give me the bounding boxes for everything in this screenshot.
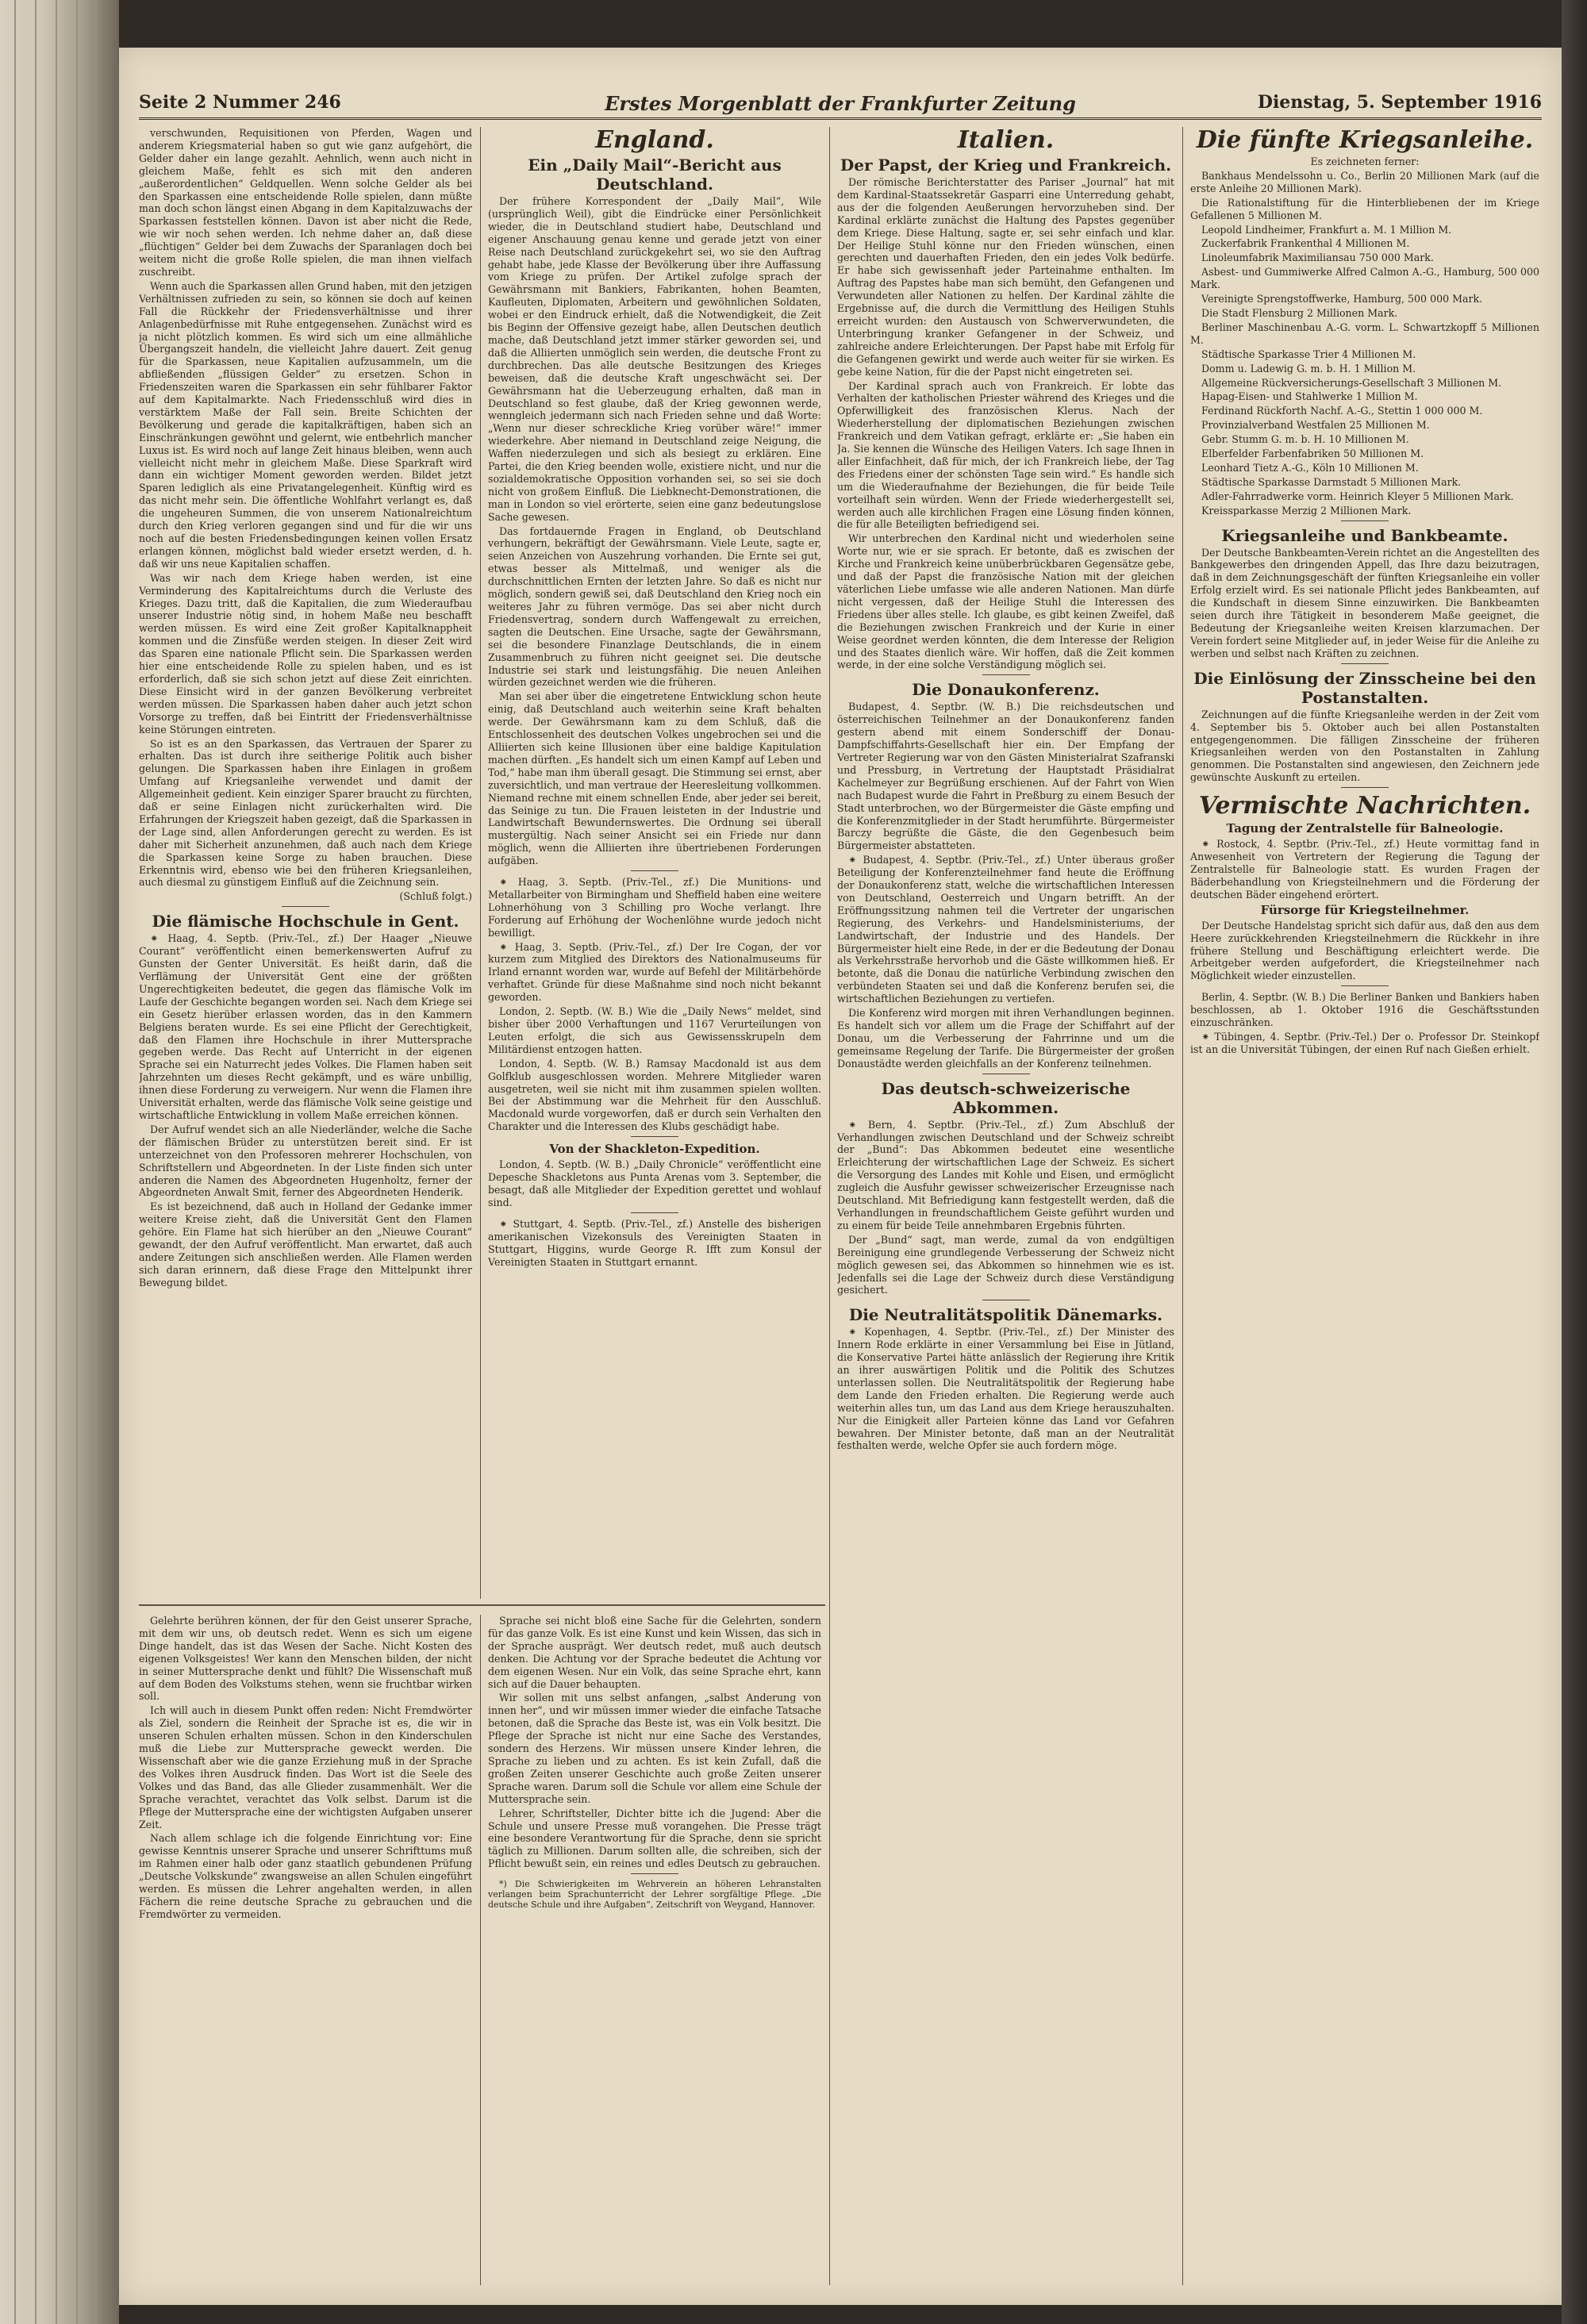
article-text: Der „Bund“ sagt, man werde, zumal da von endgültigen Bereinigung eine grundlegende Verbesserung der Schweiz nicht möglich gewesen sei, das Abkommen so hinnehmen wie es ist. Jedenfalls sei die Lage der Schweiz durch diese Verständigung gesichert. — [837, 1233, 1174, 1296]
page-number: Seite 2 Nummer 246 — [139, 92, 341, 113]
feuilleton-column-2 — [488, 1615, 821, 2285]
subscription-entry: Leopold Lindheimer, Frankfurt a. M. 1 Million M. — [1201, 223, 1452, 236]
article-text: Wir unterbrechen den Kardinal nicht und wiederholen seine Worte nur, wie er sie sprach. Er betonte, daß es zwischen der Kirche und Frankreich keine unüberbrückbaren Gegensätze gebe, und daß der Papst die französische Nation mit der gleichen väterlichen Liebe umfasse wie alle anderen Nationen. Man dürfe nicht vergessen, daß der Heilige Stuhl die Interessen des Friedens über alles stelle. Ich glaube, es gibt keinen Zweifel, daß die Beziehungen zwischen Frankreich und der Kurie in einer Weise geordnet werden könnten, die dem Interesse der Religion und des Staates dienlich wäre. Wir hoffen, daß die Zeit kommen werde, in der eine solche Verständigung möglich sei. — [837, 532, 1174, 671]
subscription-entry: Vereinigte Sprengstoffwerke, Hamburg, 500 000 Mark. — [1201, 293, 1483, 305]
article-text: London, 4. Septb. (W. B.) Ramsay Macdonald ist aus dem Golfklub ausgeschlossen worden. Mehrere Mitglieder waren ausgetreten, weil sie nicht mit ihm zusammen spielen wollten. Bei der Abstimmung war die Mehrheit für den Ausschluß. Macdonald wurde vorgeworfen, daß er durch sein Verhalten den Charakter und die Interessen des Klubs geschädigt habe. — [488, 1057, 821, 1133]
divider — [631, 1212, 678, 1213]
headline: Die Neutralitätspolitik Dänemarks. — [848, 1305, 1163, 1325]
article-text: Wir sollen mit uns selbst anfangen, „salbst Anderung von innen her“, und wir müssen immer wieder die einfache Tatsache betonen, daß die Sprache das Beste ist, was ein Volk besitzt. Die Pflege der Sprache ist nicht nur eine Sache des Verstandes, sondern des Herzens. Wir müssen unsere Kinder lehren, die Sprache zu lieben und zu achten. Es ist kein Zufall, daß die großen Zeiten unserer Geschichte auch große Zeiten unserer Sprache waren. Darum soll die Schule vor allem eine Schule der Muttersprache sein. — [488, 1692, 821, 1805]
subscription-entry: Leonhard Tietz A.-G., Köln 10 Millionen M. — [1201, 461, 1419, 474]
article-text: London, 2. Septb. (W. B.) Wie die „Daily News“ meldet, sind bisher über 2000 Verhaftungen und 1167 Verurteilungen von Leuten erfolgt, die sich aus Gewissensskrupeln dem Militärdienst entzogen hatten. — [488, 1005, 821, 1055]
headline: Die flämische Hochschule in Gent. — [152, 912, 459, 932]
divider — [282, 906, 329, 907]
subscription-entry: Hapag-Eisen- und Stahlwerke 1 Million M. — [1201, 390, 1418, 403]
article-text: Nach allem schlage ich die folgende Einrichtung vor: Eine gewisse Kenntnis unserer Sprache und unserer Schrifttums muß im Rahmen einer halb oder ganz staatlich gebundenen Prüfung „Deutsche Volkskunde“ zwangsweise an allen Schulen eingeführt werden. Es müssen die Lehrer angehalten werden, in allen Fächern die reine deutsche Sprache zu gebrauchen und die Fremdwörter zu vermeiden. — [139, 1832, 472, 1920]
article-text: Berlin, 4. Septbr. (W. B.) Die Berliner Banken und Bankiers haben beschlossen, ab 1. Oktober 1916 die Geschäftsstunden einzuschränken. — [1190, 991, 1539, 1029]
subscription-entry: Elberfelder Farbenfabriken 50 Millionen M. — [1201, 448, 1424, 460]
article-text: Man sei aber über die eingetretene Entwicklung schon heute einig, daß Deutschland auch weiterhin seine Kraft behalten werde. Der Gewährsmann kam zu dem Schluß, daß die Entschlossenheit des deutschen Volkes ungebrochen sei und die Alliierten sich keine Illusionen über eine baldige Kapitulation machen dürften. „Es handelt sich um einen Kampf auf Leben und Tod,“ habe man ihm überall gesagt. Die Stimmung sei ernst, aber zuversichtlich, und man vertraue der Heeresleitung vollkommen. Niemand rechne mit einem schnellen Ende, aber jeder sei bereit, das Seinige zu tun. Die Frauen leisteten in der Industrie und Landwirtschaft Bewundernswertes. Die Ordnung sei überall mustergültig. Nach seiner Ansicht sei ein Friede nur dann möglich, wenn die Alliierten ihre übertriebenen Forderungen aufgäben. — [488, 690, 821, 867]
divider — [1341, 663, 1389, 664]
subscription-entry: Berliner Maschinenbau A.-G. vorm. L. Schwartzkopff 5 Millionen M. — [1190, 321, 1539, 346]
column-2 — [488, 127, 821, 1599]
article-text: Es ist bezeichnend, daß auch in Holland der Gedanke immer weitere Kreise zieht, daß die Universität Gent den Flamen gehöre. Ein Flame hat sich hierüber an den „Nieuwe Courant“ gewandt, der den Aufruf veröffentlicht. Man erwartet, daß auch andere Zeitungen sich anschließen werden. Alle Flamen werden sich daran erinnern, daß diese Frage den Mittelpunkt ihrer Bewegung bildet. — [139, 1200, 472, 1289]
article-text: ⁕ Tübingen, 4. Septbr. (Priv.-Tel.) Der o. Professor Dr. Steinkopf ist an die Universität Tübingen, der einen Ruf nach Gießen erhielt. — [1190, 1030, 1539, 1055]
divider — [631, 870, 678, 871]
divider — [631, 1873, 678, 1874]
subscription-entry: Die Stadt Flensburg 2 Millionen Mark. — [1201, 306, 1398, 319]
article-text: Sprache sei nicht bloß eine Sache für die Gelehrten, sondern für das ganze Volk. Es ist eine Kunst und kein Wissen, das sich in der Sprache ausprägt. Wer deutsch redet, muß auch deutsch denken. Die Achtung vor der Sprache bedeutet die Achtung vor dem eigenen Wesen. Nur ein Volk, das seine Sprache ehrt, kann sich auf die Dauer behaupten. — [488, 1615, 821, 1690]
article-text: London, 4. Septb. (W. B.) „Daily Chronicle“ veröffentlicht eine Depesche Shackletons aus Punta Arenas vom 3. September, die besagt, daß alle Mitglieder der Expedition gerettet und wohlauf sind. — [488, 1158, 821, 1208]
article-text: Ich will auch in diesem Punkt offen reden: Nicht Fremdwörter als Ziel, sondern die Reinheit der Sprache ist es, die wir in unseren Schulen erhalten müssen. Schon in den Kinderschulen muß die Liebe zur Muttersprache geweckt werden. Die Wissenschaft aber wie die ganze Erziehung muß in der Sprache des Volkes ihren Ausdruck finden. Das Wort ist die Seele des Volkes und das Band, das alle Glieder zusammenhält. Wer die Sprache verachtet, verachtet das Volk selbst. Darum ist die Pflege der Muttersprache eine der wichtigsten Aufgaben unserer Zeit. — [139, 1704, 472, 1830]
article-text: ⁕ Kopenhagen, 4. Septbr. (Priv.-Tel., zf.) Der Minister des Innern Rode erklärte in einer Versammlung bei Eise in Jütland, die Konservative Partei hätte anlässlich der Regierung ihre Kritik an ihrer auswärtigen Politik und die Politik des Schutzes unterlassen sollen. Die Neutralitätspolitik der Regierung habe dem Lande den Frieden erhalten. Die Regierung werde auch weiterhin alles tun, um das Land aus dem Kriege herauszuhalten. Nur die Einigkeit aller Parteien könne das Land vor Gefahren bewahren. Der Minister betonte, daß man an der Neutralität festhalten werde, welche Opfer sie auch fordern möge. — [837, 1326, 1174, 1452]
continuation-note: (Schluß folgt.) — [399, 890, 472, 903]
article-text: Lehrer, Schriftsteller, Dichter bitte ich die Jugend: Aber die Schule und unsere Presse muß vorangehen. Die Presse trägt eine besondere Verantwortung für die Sprache, denn sie spricht täglich zu Millionen. Darum sollten alle, die schreiben, sich der Pflicht bewußt sein, ein reines und edles Deutsch zu gebrauchen. — [488, 1807, 821, 1870]
article-text: Der Kardinal sprach auch von Frankreich. Er lobte das Verhalten der katholischen Priester während des Krieges und die Opferwilligkeit des französischen Klerus. Nach der Wiederherstellung der diplomatischen Beziehungen zwischen Frankreich und dem Vatikan gefragt, erklärte er: „Sie haben ein Ja. Sie kennen die Wünsche des Heiligen Vaters. Ich sage Ihnen in aller Einfachheit, daß für mich, der ich Frankreich liebe, der Tag des Friedens einer der schönsten Tage sein wird.“ Es handle sich um die Wiederaufnahme der Beziehungen, die für beide Teile vorteilhaft sein würden. Wenn der Friede wiederhergestellt sei, werden auch alle kirchlichen Fragen eine Lösung finden können, die für alle Beteiligten befriedigend sei. — [837, 379, 1174, 531]
subscription-entry: Ferdinand Rückforth Nachf. A.-G., Stettin 1 000 000 M. — [1201, 405, 1483, 417]
article-text: ⁕ Haag, 3. Septb. (Priv.-Tel., zf.) Die Munitions- und Metallarbeiter von Birmingham und Sheffield haben eine weitere Lohnerhöhung von 3 Schilling pro Woche verlangt. Ihre Forderung auf Erhöhung der Wochenlöhne wurde jedoch nicht bewilligt. — [488, 876, 821, 939]
article-text: Der Aufruf wendet sich an alle Niederländer, welche die Sache der flämischen Brüder zu unterstützen bereit sind. Er ist unterzeichnet von den Professoren mehrerer Hochschulen, von Schriftstellern und Abgeordneten. In der Liste finden sich unter anderen die Namen des Abgeordneten Hugenholtz, ferner der Abgeordneten Anwalt Smit, ferner des Abgeordneten Henderik. — [139, 1123, 472, 1199]
subscription-entry: Städtische Sparkasse Trier 4 Millionen M. — [1201, 348, 1416, 360]
article-text: Budapest, 4. Septbr. (W. B.) Die reichsdeutschen und österreichischen Teilnehmer an der Donaukonferenz fanden gestern abend mit einem Sonderschiff der Donau-Dampfschiffahrts-Gesellschaft hier ein. Der Empfang der Vertreter Regierung war von den Gästen Ministerialrat Szafranski und Pressburg, in Vertretung der Hauptstadt Präsidialrat Kachelmeyer zur Begrüßung erschienen. Auf der Fahrt von Wien nach Budapest wurde die Fahrt in Preßburg zu einem Besuch der Stadt unterbrochen, wo der Bürgermeister die Gäste empfing und die Konferenzmitglieder in der Stadt herumführte. Bürgermeister Barczy begrüßte die Gäste, die den Gegenbesuch beim Bürgermeister abstatteten. — [837, 701, 1174, 852]
column-4 — [1190, 127, 1539, 2285]
newspaper-title: Erstes Morgenblatt der Frankfurter Zeitung — [605, 92, 1076, 115]
section-heading: Die fünfte Kriegsanleihe. — [1196, 127, 1534, 154]
divider — [1341, 787, 1389, 788]
article-text: Der frühere Korrespondent der „Daily Mail“, Wile (ursprünglich Weil), gibt die Eindrücke einer Persönlichkeit wieder, die in Deutschland studiert habe, Deutschland und eigener Anschauung genau kenne und gerade jetzt von einer Reise nach Deutschland zurückgekehrt sei, wo sie den Auftrag gehabt habe, jede Klasse der Bevölkerung über ihre Auffassung vom Kriege zu prüfen. Der Artikel zufolge sprach der Gewährsmann mit Bankiers, Fabrikanten, hohen Beamten, Kaufleuten, Diplomaten, Arbeitern und gewöhnlichen Soldaten, wobei er den Eindruck erhielt, daß die Notwendigkeit, die Zeit bis Beginn der Offensive gezeigt habe, allen Deutschen deutlich mache, daß Deutschland jetzt immer stärker geworden sei, und daß die Alliierten unmöglich sein werden, die deutsche Front zu durchbrechen. Das alle deutsche Besitzungen des Krieges beweisen, daß die deutsche Kraft ungeschwächt sei. Der Gewährsmann hat die Ueberzeugung erhalten, daß man in Deutschland so fest glaube, daß der Krieg gewonnen werde, wenngleich jedermann sich nach Frieden sehne und daß Worte: „Wenn nur dieser schreckliche Krieg vorüber wäre!“ immer wiederkehre. Aber niemand in Deutschland zeige Neigung, die Waffen niederzulegen und sich als besiegt zu erklären. Eine Partei, die den Krieg beenden wolle, existiere nicht, und nur die sozialdemokratische Opposition vorhanden sei, so sei sie doch nicht von großem Einfluß. Die Liebknecht-Demonstrationen, die man in London so viel erörterte, seien eine ganz bedeutungslose Sache gewesen. — [488, 195, 821, 523]
article-text: Wenn auch die Sparkassen allen Grund haben, mit den jetzigen Verhältnissen zufrieden zu sein, so können sie doch auf keinen Fall die Rückkehr der Friedensverhältnisse und ihrer Anlagenbedürfnisse mit Ruhe entgegensehen. Zunächst wird es ja nicht plötzlich kommen. Es wird sich um eine allmähliche Übergangszeit handeln, die vielleicht Jahre dauert. Zeit genug für die Sparkassen, neue Kapitalien aufzusammeln, um die abfließenden „flüssigen Gelder“ zu ersetzen. Schon in Friedenszeiten waren die Sparkassen ein sehr fühlbarer Faktor auf dem Kapitalmarkte. Nach Friedensschluß wird dies in verstärktem Maße der Fall sein. Breite Schichten der Bevölkerung und gerade die kapitalkräftigen, haben sich an Einschränkungen gewöhnt und gelernt, wie entbehrlich mancher Luxus ist. Es wird noch auf lange Zeit hinaus bleiben, wenn auch vielleicht nicht mehr in gleichem Maße. Diese Sparkraft wird dann ein wichtiger Moment geworden werden. Bildet jetzt Sparen lediglich als eine Privatangelegenheit. Künftig wird es das nicht mehr sein. Die öffentliche Wohlfahrt verlangt es, daß die ungeheuren Summen, die von unserem Nationalreichtum durch den Krieg verloren gegangen sind und für die wir uns noch auf die besten Friedensbedingungen keinen vollen Ersatz erlangen können, möglichst bald wieder ersetzt werden, d. h. daß wir uns neue Kapitalien schaffen. — [139, 279, 472, 570]
footnote: *) Die Schwierigkeiten im Wehrverein an höheren Lehranstalten verlangen beim Sprachunterricht der Lehrer sorgfältige Pflege. „Die deutsche Schule und ihre Aufgaben“, Zeitschrift von Weygand, Hannover. — [488, 1879, 821, 1911]
feuilleton-rule — [139, 1604, 825, 1606]
headline: Die Donaukonferenz. — [912, 680, 1100, 700]
article-text: Der römische Berichterstatter des Pariser „Journal“ hat mit dem Kardinal-Staatssekretär Gasparri eine Unterredung gehabt, aus der die folgenden Aeußerungen hervorzuheben sind. Der Kardinal erklärte zunächst die Haltung des Papstes gegenüber dem Kriege. Diese Haltung, sagte er, sei sehr einfach und klar. Der Heilige Stuhl könne nur den Frieden wünschen, einen gerechten und dauerhaften Frieden, den ein jedes Volk bedürfe. Er habe sich gewissenhaft jeder Parteinahme enthalten. Im Auftrag des Papstes habe man sich bemüht, den Gefangenen und Verwundeten aller Nationen zu helfen. Der Kardinal zählte die Ergebnisse auf, die durch die Vermittlung des Heiligen Stuhls erreicht wurden: den Austausch von Schwerverwundeten, die Unterbringung kranker Gefangener in der Schweiz, und zahlreiche andere Erleichterungen. Der Papst habe mit Erfolg für die Gefangenen gewirkt und werde auch weiter für sie wirken. Es gebe keine Nation, für die der Papst nicht eingetreten sei. — [837, 176, 1174, 378]
section-heading: Italien. — [957, 127, 1055, 154]
section-heading: Vermischte Nachrichten. — [1198, 792, 1531, 820]
subscription-entry: Allgemeine Rückversicherungs-Gesellschaft 3 Millionen M. — [1201, 376, 1502, 389]
subscription-entry: Städtische Sparkasse Darmstadt 5 Millionen Mark. — [1201, 475, 1462, 488]
column-rule — [480, 1615, 481, 2285]
headline: Das deutsch-schweizerische Abkommen. — [881, 1078, 1131, 1117]
section-heading: England. — [595, 127, 714, 154]
article-text: Das fortdauernde Fragen in England, ob Deutschland verhungern, bekräftigt der Gewährsmann. Viele Leute, sagte er, seien Anzeichen von Auszehrung vorhanden. Die Ernte sei gut, etwas besser als Mittelmaß, und weniger als die durchschnittlichen Ernten der letzten Jahre. So daß es nicht nur möglich, sondern gewiß sei, daß Deutschland den Krieg noch ein weiteres Jahr zu führen vermöge. Das sei aber nicht durch Friedensvertrag, sondern durch Waffengewalt zu erreichen, sagten die Deutschen. Eine Ursache, sagte der Gewährsmann, sei die besondere Finanzlage Deutschlands, die in einem Zusammenbruch zu führen nicht geeignet sei. Die deutsche Industrie sei stark und leistungsfähig. Die neuen Anleihen würden gezeichnet werden wie die früheren. — [488, 524, 821, 689]
subscription-entry: Adler-Fahrradwerke vorm. Heinrich Kleyer 5 Millionen Mark. — [1201, 490, 1514, 502]
issue-date: Dienstag, 5. September 1916 — [1257, 92, 1542, 113]
column-rule — [829, 127, 830, 2285]
article-text: ⁕ Bern, 4. Septbr. (Priv.-Tel., zf.) Zum Abschluß der Verhandlungen zwischen Deutschland und der Schweiz schreibt der „Bund“: Das Abkommen bedeutet eine wesentliche Erleichterung der wirtschaftlichen Lage der Schweiz. Es sichert die Versorgung des Landes mit Kohle und Eisen, und ermöglicht zugleich die Ausfuhr gewisser schweizerischer Erzeugnisse nach Deutschland. Mit Befriedigung kann festgestellt werden, daß die Verhandlungen in freundschaftlichem Geiste geführt wurden und zu einem für beide Teile annehmbaren Ergebnis führten. — [837, 1118, 1174, 1231]
subscription-entry: Provinzialverband Westfalen 25 Millionen M. — [1201, 419, 1430, 432]
column-rule — [1182, 127, 1183, 2285]
article-text: Was wir nach dem Kriege haben werden, ist eine Verminderung des Kapitalreichtums durch die Verluste des Krieges. Dazu tritt, daß die Kapitalien, die zum Wiederaufbau unserer Industrie nötig sind, in hohem Maße neu beschafft werden müssen. Es wird eine Zeit großer Kapitalknappheit kommen und die Zinsfüße werden steigen. In dieser Zeit wird das Sparen eine nationale Pflicht sein. Die Sparkassen werden hier eine entscheidende Rolle zu spielen haben, und es ist erforderlich, daß sie sich schon jetzt auf diese Zeit einrichten. Diese Einsicht wird in der ganzen Bevölkerung verbreitet werden müssen. Die Sparkassen haben daher auch jetzt schon Vorsorge zu treffen, daß bei Eintritt der Friedensverhältnisse keine Störungen eintreten. — [139, 571, 472, 736]
article-text: ⁕ Rostock, 4. Septbr. (Priv.-Tel., zf.) Heute vormittag fand in Anwesenheit von Vertretern der Regierung die Tagung der Zentralstelle für Balneologie statt. Es wurden Fragen der Bäderbehandlung von Kriegsteilnehmern und die Förderung der deutschen Bäder eingehend erörtert. — [1190, 838, 1539, 901]
article-text: Die Konferenz wird morgen mit ihren Verhandlungen beginnen. Es handelt sich vor allem um die Frage der Schiffahrt auf der Donau, um die Verbesserung der Fahrrinne und um die gemeinsame Regelung der Tarife. Die Bürgermeister der großen Donaustädte werden gleichfalls an der Konferenz teilnehmen. — [837, 1007, 1174, 1070]
headline: Von der Shackleton-Expedition. — [549, 1142, 760, 1157]
column-3 — [837, 127, 1174, 2285]
headline: Die Einlösung der Zinsscheine bei den Postanstalten. — [1193, 668, 1536, 707]
page-edge — [1562, 0, 1587, 2324]
article-text: So ist es an den Sparkassen, das Vertrauen der Sparer zu erhalten. Das ist durch ihre seitherige Politik auch bisher gelungen. Die Sparkassen haben ihre Einlagen in großem Umfang auf Kriegsanleihe verwendet und damit der Allgemeinheit gedient. Kein einziger Sparer braucht zu fürchten, daß er seine Einlagen nicht zurückerhalten wird. Die Erfahrungen der Kriegszeit haben gezeigt, daß die Sparkassen in der Lage sind, allen Anforderungen gerecht zu werden. Es ist daher mit Sicherheit anzunehmen, daß auch nach dem Kriege die Sparkassen keine Sorge zu haben brauchen. Diese Erkenntnis wird, ebenso wie bei den früheren Kriegsanleihen, auch diesmal zu günstigem Einfluß auf die Zeichnung sein. — [139, 737, 472, 889]
article-text: ⁕ Haag, 3. Septb. (Priv.-Tel., zf.) Der Ire Cogan, der vor kurzem zum Mitglied des Direktors des Nationalmuseums für Irland ernannt worden war, wurde auf Befehl der Militärbehörde verhaftet. Gründe für diese Maßnahme sind noch nicht bekannt geworden. — [488, 940, 821, 1004]
subscription-entry: Die Rationalstiftung für die Hinterbliebenen der im Kriege Gefallenen 5 Millionen M. — [1190, 196, 1539, 221]
article-text: Der Deutsche Bankbeamten-Verein richtet an die Angestellten des Bankgewerbes den dringenden Appell, das Ihre dazu beizutragen, daß in dem Zeichnungsgeschäft der fünften Kriegsanleihe ein voller Erfolg erzielt wird. Es sei nationale Pflicht jedes Bankbeamten, auf die Kundschaft in diesem Sinne einzuwirken. Die Bankbeamten seien durch ihre Tätigkeit in besonderem Maße geeignet, die Bedeutung der Kriegsanleihe weiten Kreisen klarzumachen. Der Verein fordert seine Mitglieder auf, in jeder Weise für die Anleihe zu werben und selbst nach Kräften zu zeichnen. — [1190, 546, 1539, 659]
article-text: ⁕ Haag, 4. Septb. (Priv.-Tel., zf.) Der Haager „Nieuwe Courant“ veröffentlicht einen bemerkenswerten Aufruf zu Gunsten der Genter Universität. Es heißt darin, daß die Verflämung der Universität Gent eine der größten Ungerechtigkeiten bedeutet, die gegen das flämische Volk im Laufe der Geschichte begangen worden sei. Nach dem Kriege sei ein Gesetz hierüber erlassen worden, das in den Kammern Belgiens beraten wurde. Es sei eine Pflicht der Gerechtigkeit, daß den Flamen ihre Hochschule in ihrer Muttersprache gegeben werde. Das Recht auf Unterricht in der eigenen Sprache sei ein Naturrecht jedes Volkes. Die Flamen haben seit Jahrzehnten um dieses Recht gekämpft, und es wäre unbillig, ihnen diese Forderung zu verweigern. Nur wenn die Flamen ihre Universität erhalten, werde das flämische Volk seine geistige und wirtschaftliche Entwicklung in vollem Maße erreichen können. — [139, 932, 472, 1121]
divider — [982, 674, 1030, 675]
feuilleton-column-1 — [139, 1615, 472, 2285]
divider — [1341, 985, 1389, 986]
divider — [631, 1136, 678, 1137]
divider — [1341, 520, 1389, 521]
headline: Fürsorge für Kriegsteilnehmer. — [1260, 902, 1470, 917]
subscription-entry: Zuckerfabrik Frankenthal 4 Millionen M. — [1201, 237, 1410, 250]
subscription-entry: Gebr. Stumm G. m. b. H. 10 Millionen M. — [1201, 433, 1409, 446]
headline: Ein „Daily Mail“-Bericht aus Deutschland. — [528, 156, 782, 194]
column-1 — [139, 127, 472, 1599]
article-text: verschwunden, Requisitionen von Pferden, Wagen und anderem Kriegsmaterial haben so gut wie ganz aufgehört, die Gelder daher ein lange gezahlt. Aehnlich, wenn auch nicht in gleichem Maße, fehlt es sich mit den anderen „außerordentlichen“ Geldquellen. Wenn solche Gelder als bei den Sparkassen eine entscheidende Rolle spielen, dann müßte man doch schon längst einen Abgang in dem Kapitalzuwachs der Sparkassen feststellen können. Davon ist aber nicht die Rede, wie wir noch sehen werden. Ich nehme daher an, daß diese „flüchtigen“ Gelder bei dem Zuwachs der Sparanlagen doch bei weitem nicht die große Rolle spielen, die man ihnen vielfach zuschreibt. — [139, 127, 472, 278]
subscription-entry: Asbest- und Gummiwerke Alfred Calmon A.-G., Hamburg, 500 000 Mark. — [1190, 266, 1539, 291]
headline: Kriegsanleihe und Bankbeamte. — [1221, 525, 1508, 545]
article-text: ⁕ Stuttgart, 4. Septb. (Priv.-Tel., zf.) Anstelle des bisherigen amerikanischen Vizekonsuls des Vereinigten Staaten in Stuttgart, Higgins, wurde George R. Ifft zum Konsul der Vereinigten Staaten in Stuttgart ernannt. — [488, 1217, 821, 1268]
headline: Tagung der Zentralstelle für Balneologie. — [1226, 821, 1504, 836]
article-text: Der Deutsche Handelstag spricht sich dafür aus, daß den aus dem Heere zurückkehrenden Kriegsteilnehmern die Rückkehr in ihre frühere Stellung und Beschäftigung erleichtert werde. Die Arbeitgeber werden aufgefordert, die Kriegsteilnehmer nach Möglichkeit wieder einzustellen. — [1190, 919, 1539, 982]
subscription-entry: Linoleumfabrik Maximiliansau 750 000 Mark. — [1201, 252, 1434, 264]
headline: Der Papst, der Krieg und Frankreich. — [840, 156, 1172, 175]
subscription-entry: Bankhaus Mendelssohn u. Co., Berlin 20 Millionen Mark (auf die erste Anleihe 20 Millionen Mark). — [1190, 169, 1539, 194]
article-text: ⁕ Budapest, 4. Septbr. (Priv.-Tel., zf.) Unter überaus großer Beteiligung der Konferenzteilnehmer fand heute die Eröffnung der Donaukonferenz statt, welche die wirtschaftlichen Interessen von Deutschland, Oesterreich und Ungarn betrifft. An der Eröffnungssitzung nahmen teil die Vertreter der ungarischen Regierung, des Verkehrs- und Handelsministeriums, der Landwirtschaft, der Industrie und des Handels. Der Bürgermeister hielt eine Rede, in der er die Bedeutung der Donau als Verkehrsstraße hervorhob und die Gäste willkommen hieß. Er betonte, daß die Donau die natürliche Verbindung zwischen den verbündeten Staaten sei und daß die Konferenz berufen sei, die wirtschaftlichen Beziehungen zu vertiefen. — [837, 854, 1174, 1005]
subscription-entry: Kreissparkasse Merzig 2 Millionen Mark. — [1201, 504, 1412, 517]
article-text: Zeichnungen auf die fünfte Kriegsanleihe werden in der Zeit vom 4. September bis 5. Oktober auch bei allen Postanstalten entgegengenommen. Die fälligen Zinsscheine der früheren Kriegsanleihen werden von den Postanstalten in Zahlung genommen. Die Postanstalten sind angewiesen, den Zeichnern jede gewünschte Auskunft zu erteilen. — [1190, 708, 1539, 784]
book-binding — [0, 0, 119, 2324]
subheading: Es zeichneten ferner: — [1310, 156, 1420, 167]
newspaper-page — [119, 48, 1562, 2305]
article-text: Gelehrte berühren können, der für den Geist unserer Sprache, mit dem wir uns, ob deutsch redet. Wenn es sich um eigene Dinge handelt, das ist das Wesen der Sache. Nicht Kosten des eigenen Volksgeistes! Wer kann den Menschen bilden, der nicht in seiner Muttersprache denkt und fühlt? Die Wissenschaft muß auf dem Boden des Volkstums stehen, wenn sie fruchtbar wirken soll. — [139, 1615, 472, 1703]
masthead — [139, 89, 1542, 120]
subscription-entry: Domm u. Ladewig G. m. b. H. 1 Million M. — [1201, 362, 1416, 375]
column-rule — [480, 127, 481, 1599]
